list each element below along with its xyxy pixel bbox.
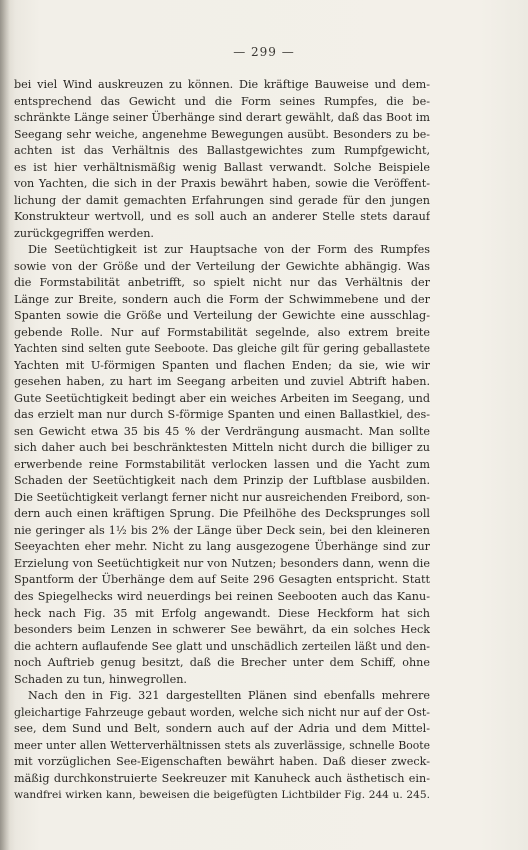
text-line: see, dem Sund und Belt, sondern auch auf der Adria und dem Mittel- xyxy=(14,722,430,736)
text-line: nie geringer als 1½ bis 2% der Länge über Deck sein, bei den kleineren xyxy=(14,523,430,537)
text-line: erwerbende reine Formstabilität verlocken lassen und die Yacht zum xyxy=(14,457,430,471)
page-number: — 299 — xyxy=(233,45,295,59)
text-line: besonders beim Lenzen in schwerer See bewährt, da ein solches Heck xyxy=(14,623,430,637)
text-line: es ist hier verhältnismäßig wenig Ballast verwandt. Solche Beispiele xyxy=(14,160,430,174)
paragraph-first-line: Nach den in Fig. 321 dargestellten Plänen sind ebenfalls mehrere xyxy=(28,689,430,703)
text-line: Seeyachten eher mehr. Nicht zu lang ausgezogene Überhänge sind zur xyxy=(14,540,430,554)
text-line: gleichartige Fahrzeuge gebaut worden, welche sich nicht nur auf der Ost- xyxy=(14,705,430,719)
text-line: von Yachten, die sich in der Praxis bewährt haben, sowie die Veröffent- xyxy=(14,177,430,191)
text-line: des Spiegelhecks wird neuerdings bei reinen Seebooten auch das Kanu- xyxy=(14,589,430,603)
body-text xyxy=(14,77,430,804)
text-line: Gute Seetüchtigkeit bedingt aber ein weiches Arbeiten im Seegang, und xyxy=(14,391,430,405)
text-line: Spanten sowie die Größe und Verteilung der Gewichte eine ausschlag- xyxy=(14,309,430,323)
text-line: mit vorzüglichen See-Eigenschaften bewährt haben. Daß dieser zweck- xyxy=(14,755,430,769)
text-line: heck nach Fig. 35 mit Erfolg angewandt. Diese Heckform hat sich xyxy=(14,606,430,620)
text-line: achten ist das Verhältnis des Ballastgewichtes zum Rumpfgewicht, xyxy=(14,144,430,158)
text-line: Spantform der Überhänge dem auf Seite 296 Gesagten entspricht. Statt xyxy=(14,573,430,587)
text-line: Erzielung von Seetüchtigkeit nur von Nutzen; besonders dann, wenn die xyxy=(14,556,430,570)
text-line: Seegang sehr weiche, angenehme Bewegungen ausübt. Besonders zu be- xyxy=(14,127,430,141)
text-line: die Formstabilität anbetrifft, so spielt nicht nur das Verhältnis der xyxy=(14,276,430,290)
text-line: Konstrukteur wertvoll, und es soll auch an anderer Stelle stets darauf xyxy=(14,210,430,224)
text-line: sich daher auch bei beschränktesten Mitteln nicht durch die billiger zu xyxy=(14,441,430,455)
text-line: Schaden der Seetüchtigkeit nach dem Prinzip der Luftblase ausbilden. xyxy=(14,474,430,488)
text-line: noch Auftrieb genug besitzt, daß die Brecher unter dem Schiff, ohne xyxy=(14,656,430,670)
text-line: Schaden zu tun, hinwegrollen. xyxy=(14,672,187,686)
text-line: schränkte Länge seiner Überhänge sind derart gewählt, daß das Boot im xyxy=(14,111,430,125)
text-line: meer unter allen Wetterverhältnissen stets als zuverlässige, schnelle Boote xyxy=(14,738,430,752)
text-line: lichung der damit gemachten Erfahrungen sind gerade für den jungen xyxy=(14,193,430,207)
text-line: Die Seetüchtigkeit verlangt ferner nicht nur ausreichenden Freibord, son- xyxy=(14,490,430,504)
text-line: dern auch einen kräftigen Sprung. Die Pfeilhöhe des Decksprunges soll xyxy=(14,507,430,521)
text-line: gebende Rolle. Nur auf Formstabilität segelnde, also extrem breite xyxy=(14,325,430,339)
text-line: entsprechend das Gewicht und die Form seines Rumpfes, die be- xyxy=(14,94,430,108)
text-line: mäßig durchkonstruierte Seekreuzer mit Kanuheck auch ästhetisch ein- xyxy=(14,771,430,785)
text-line: das erzielt man nur durch S-förmige Spanten und einen Ballastkiel, des- xyxy=(14,408,430,422)
text-line: Yachten sind selten gute Seeboote. Das gleiche gilt für gering geballastete xyxy=(14,342,430,356)
text-line: bei viel Wind auskreuzen zu können. Die kräftige Bauweise und dem- xyxy=(14,78,430,91)
book-spine-shadow xyxy=(0,0,10,850)
text-line: Yachten mit U-förmigen Spanten und flachen Enden; da sie, wie wir xyxy=(14,358,430,372)
text-line: wandfrei wirken kann, beweisen die beigefügten Lichtbilder Fig. 244 u. 245. xyxy=(14,789,430,802)
text-line: die achtern auflaufende See glatt und unschädlich zerteilen läßt und den- xyxy=(14,639,430,653)
text-line: sen Gewicht etwa 35 bis 45 % der Verdrängung ausmacht. Man sollte xyxy=(14,424,430,438)
paragraph-first-line: Die Seetüchtigkeit ist zur Hauptsache von der Form des Rumpfes xyxy=(28,243,430,257)
text-line: gesehen haben, zu hart im Seegang arbeiten und zuviel Abtrift haben. xyxy=(14,375,430,389)
text-line: sowie von der Größe und der Verteilung der Gewichte abhängig. Was xyxy=(14,259,430,273)
text-line: zurückgegriffen werden. xyxy=(14,226,154,240)
text-line: Länge zur Breite, sondern auch die Form der Schwimmebene und der xyxy=(14,292,430,306)
